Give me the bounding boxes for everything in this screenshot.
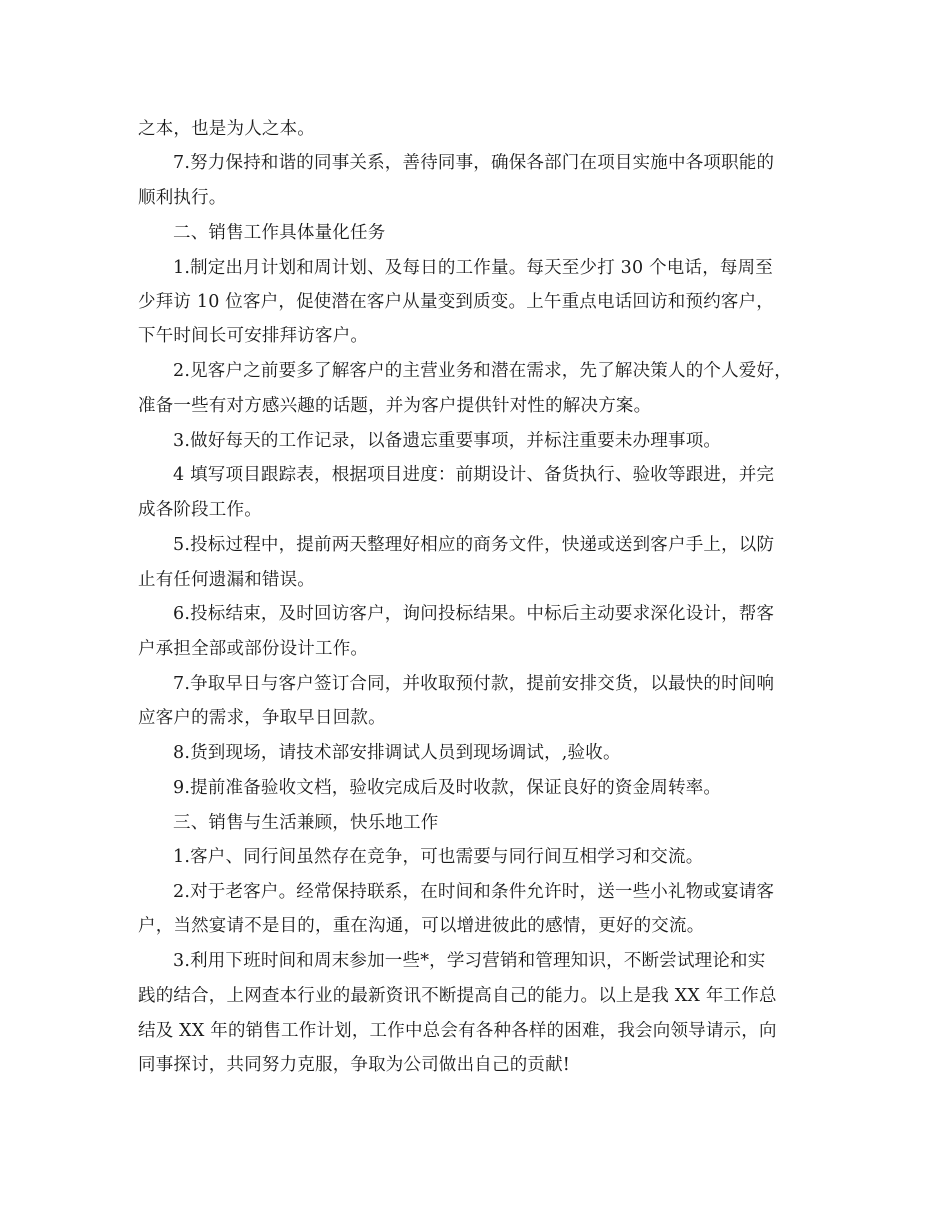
text-line: 顺利执行。: [138, 188, 227, 208]
text-line: 应客户的需求，争取早日回款。: [138, 708, 386, 728]
text-line: 4 填写项目跟踪表，根据项目进度：前期设计、备货执行、验收等跟进，并完: [173, 465, 775, 485]
text-line: 3.利用下班时间和周末参加一些*，学习营销和管理知识，不断尝试理论和实: [173, 951, 766, 971]
text-line: 之本，也是为人之本。: [138, 119, 315, 139]
text-line: 2.见客户之前要多了解客户的主营业务和潜在需求，先了解决策人的个人爱好，: [173, 361, 792, 381]
text-line: 少拜访 10 位客户，促使潜在客户从量变到质变。上午重点电话回访和预约客户，: [138, 292, 774, 312]
text-line: 9.提前准备验收文档，验收完成后及时收款，保证良好的资金周转率。: [173, 778, 722, 798]
text-line: 止有任何遗漏和错误。: [138, 570, 315, 590]
section-heading: 三、销售与生活兼顾，快乐地工作: [173, 813, 439, 833]
text-line: 5.投标过程中，提前两天整理好相应的商务文件，快递或送到客户手上，以防: [173, 535, 775, 555]
text-line: 2.对于老客户。经常保持联系，在时间和条件允许时，送一些小礼物或宴请客: [173, 882, 775, 902]
text-line: 成各阶段工作。: [138, 500, 262, 520]
text-line: 1.制定出月计划和周计划、及每日的工作量。每天至少打 30 个电话，每周至: [173, 258, 773, 278]
text-line: 7.努力保持和谐的同事关系，善待同事，确保各部门在项目实施中各项职能的: [173, 153, 775, 173]
text-line: 户承担全部或部份设计工作。: [138, 639, 369, 659]
text-line: 下午时间长可安排拜访客户。: [138, 326, 369, 346]
text-line: 结及 XX 年的销售工作计划，工作中总会有各种各样的困难，我会向领导请示，向: [138, 1021, 777, 1041]
text-line: 准备一些有对方感兴趣的话题，并为客户提供针对性的解决方案。: [138, 396, 652, 416]
text-line: 3.做好每天的工作记录，以备遗忘重要事项，并标注重要未办理事项。: [173, 431, 722, 451]
text-line: 同事探讨，共同努力克服，争取为公司做出自己的贡献!: [138, 1055, 571, 1075]
text-line: 户，当然宴请不是目的，重在沟通，可以增进彼此的感情，更好的交流。: [138, 916, 705, 936]
text-line: 践的结合，上网查本行业的最新资讯不断提高自己的能力。以上是我 XX 年工作总: [138, 986, 777, 1006]
text-line: 8.货到现场，请技术部安排调试人员到现场调试，,验收。: [173, 743, 621, 763]
section-heading: 二、销售工作具体量化任务: [173, 223, 386, 243]
text-line: 6.投标结束，及时回访客户，询问投标结果。中标后主动要求深化设计，帮客: [173, 604, 775, 624]
text-line: 7.争取早日与客户签订合同，并收取预付款，提前安排交货，以最快的时间响: [173, 674, 775, 694]
text-line: 1.客户、同行间虽然存在竞争，可也需要与同行间互相学习和交流。: [173, 847, 704, 867]
